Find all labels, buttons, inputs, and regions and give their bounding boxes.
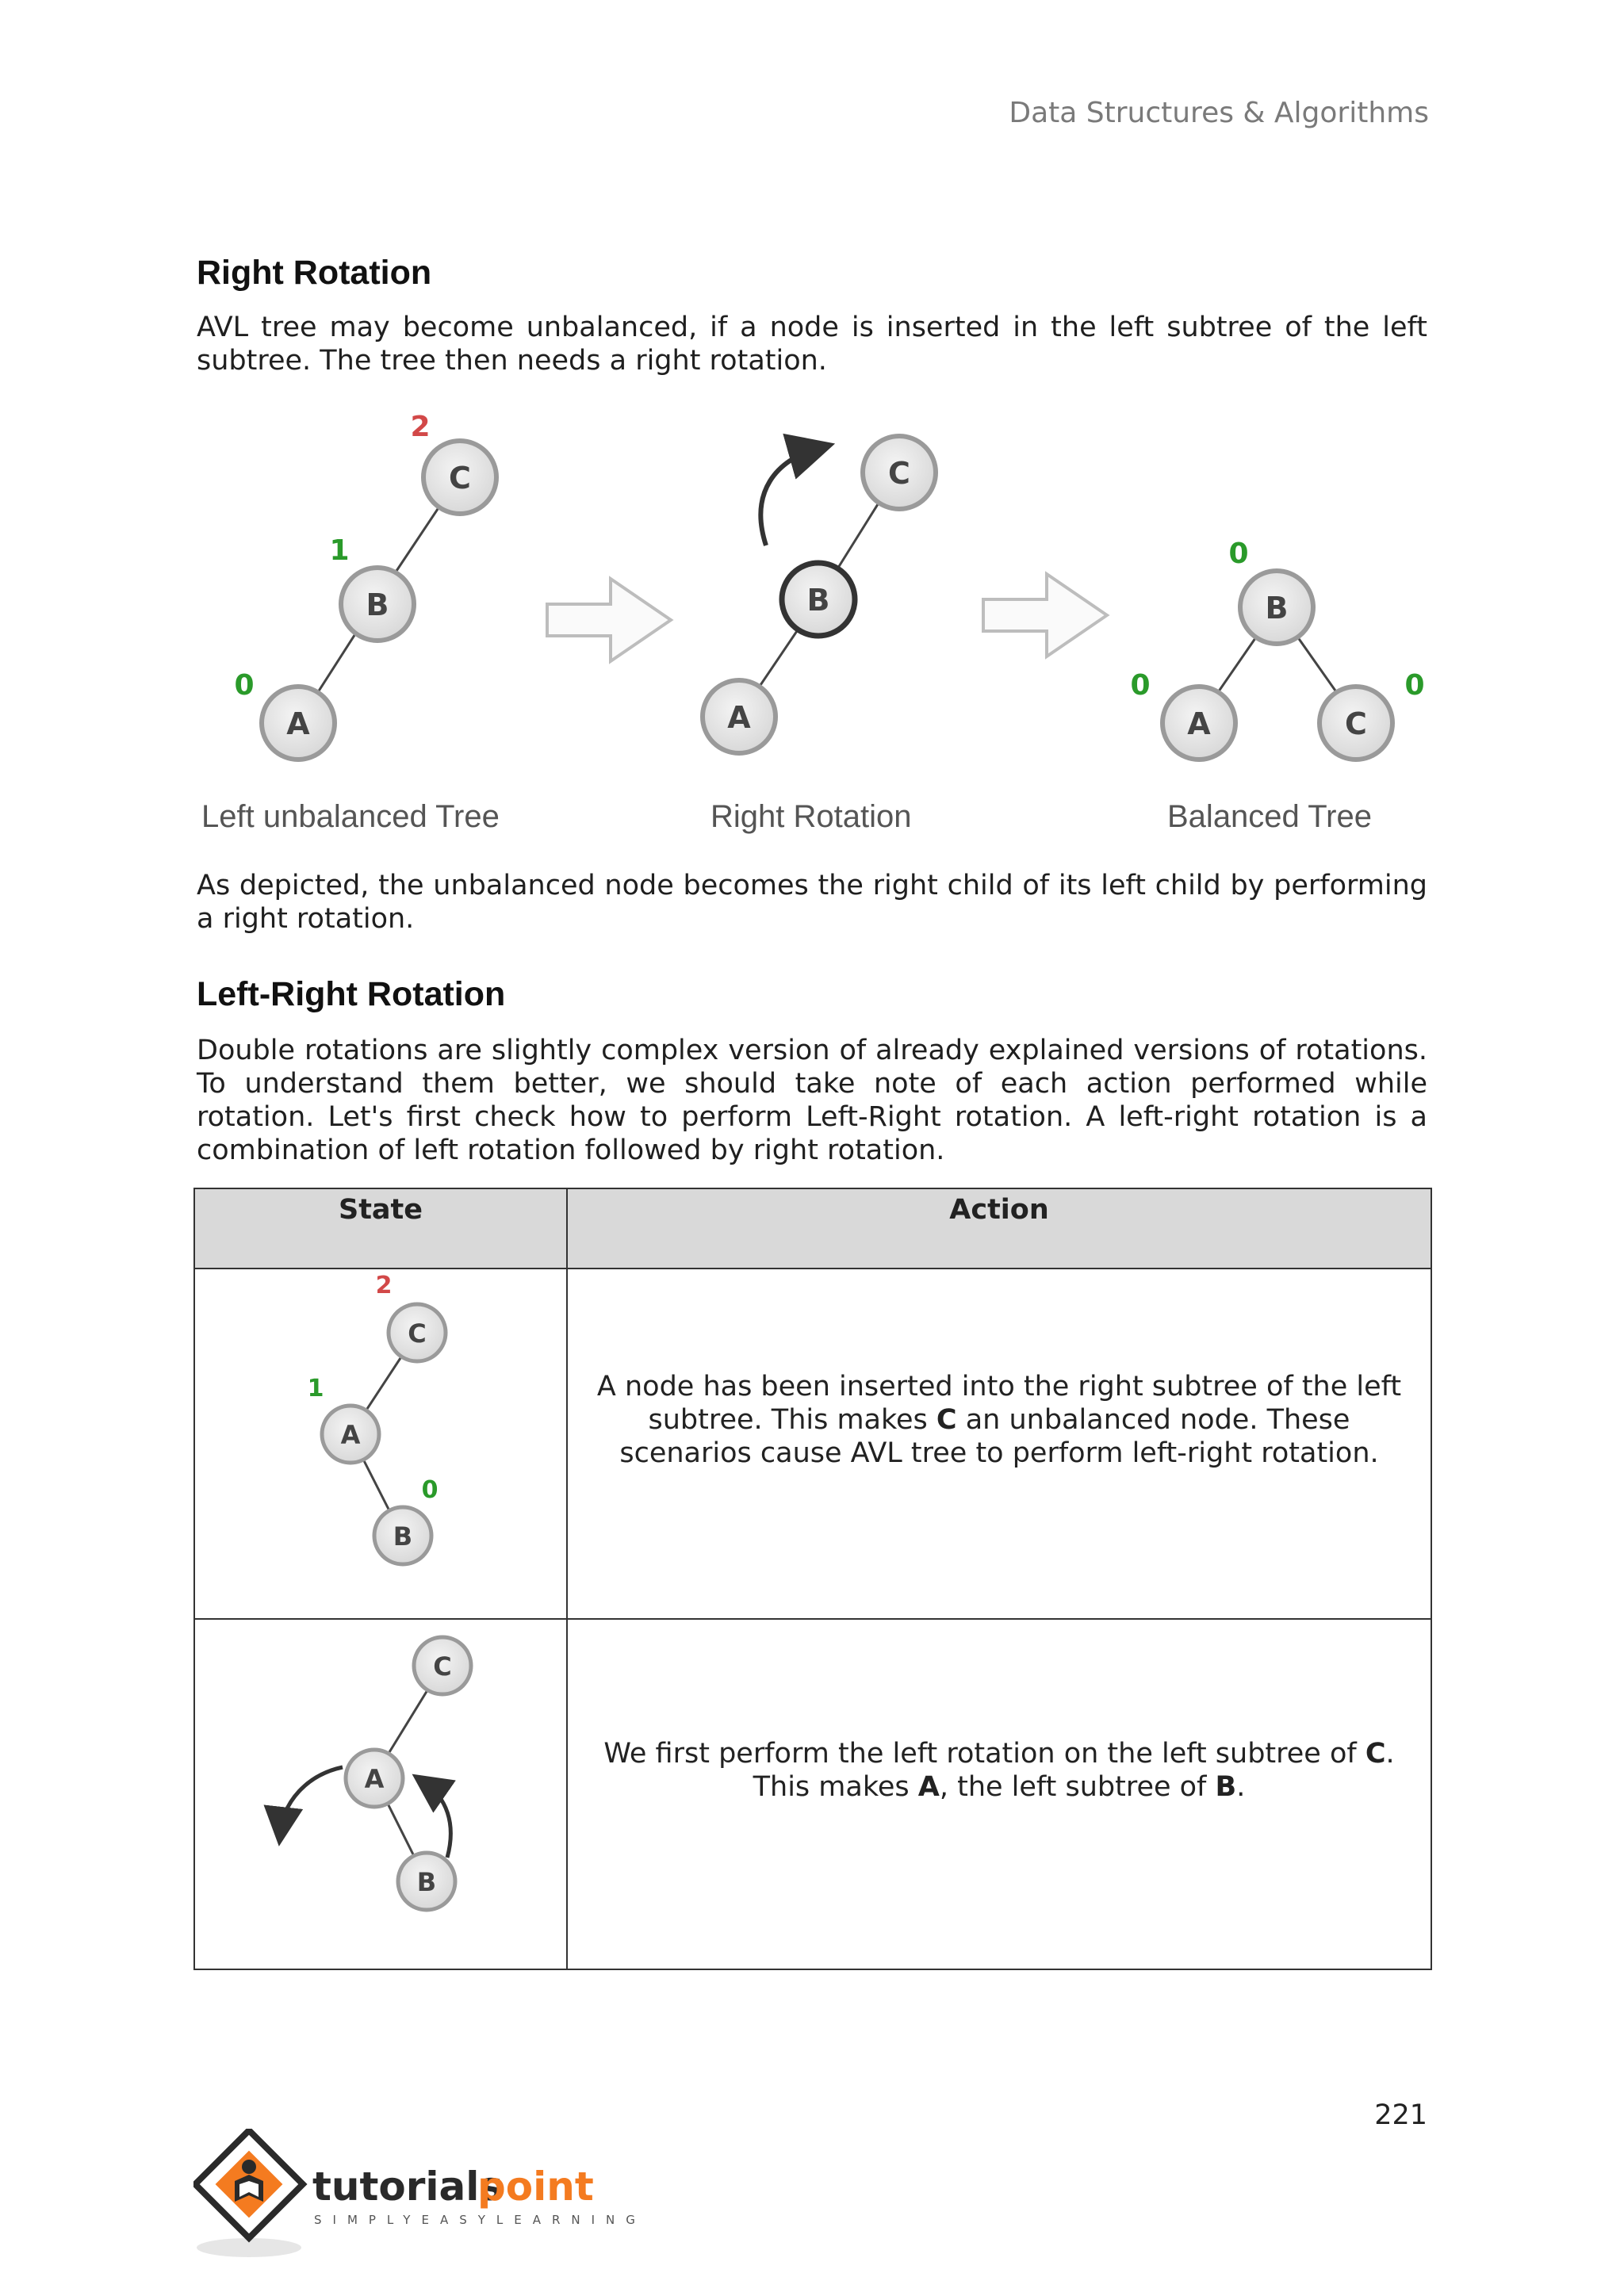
caption-right-rotation: Right Rotation: [710, 799, 912, 834]
right-rotation-tree: [703, 436, 936, 753]
state-cell: [194, 1269, 567, 1619]
action-text: , the left subtree of: [939, 1771, 1216, 1803]
right-rotation-intro: AVL tree may become unbalanced, if a node is inserted in the left subtree of the left subtree. The tree then needs a right rotation.: [197, 312, 1427, 377]
node-a: A: [727, 700, 751, 735]
node-a: A: [286, 706, 310, 741]
running-header: Data Structures & Algorithms: [1009, 97, 1429, 129]
action-text: We first perform the left rotation on the left subtree of: [603, 1738, 1365, 1770]
action-text: .: [1236, 1771, 1246, 1803]
heading-left-right-rotation: Left-Right Rotation: [197, 975, 506, 1013]
page-number: 221: [1374, 2099, 1427, 2131]
table-row: [194, 1619, 1431, 1969]
table-header-row: [194, 1188, 1431, 1269]
action-text: an unbalanced node. These scenarios cause AVL tree to perform left-right rotation.: [619, 1404, 1379, 1469]
balance-factor-a: 0: [1130, 669, 1151, 702]
balance-factor-a: 0: [234, 669, 255, 702]
logo-text-tutorials: tutorials: [312, 2164, 504, 2210]
caption-balanced: Balanced Tree: [1167, 799, 1372, 834]
left-right-intro: Double rotations are slightly complex version of already explained versions of rotations. To understand them better, we should take note of each action performed while rotation. Let's first check how to perform Left-Right rotation. A left-right rotation is a combination of left rotation followed by right rotation.: [197, 1035, 1427, 1166]
header-action: Action: [567, 1188, 1431, 1269]
state-tree-2: [195, 1620, 565, 1965]
node-c: C: [408, 1318, 427, 1349]
right-rotation-figure: [190, 396, 1443, 840]
node-c: C: [449, 461, 471, 496]
logo-tagline: SIMPLYEASYLEARNING: [314, 2213, 638, 2227]
node-b: B: [806, 583, 830, 618]
node-b: B: [416, 1867, 437, 1897]
left-right-rotation-table: [193, 1188, 1432, 1970]
balance-factor-b: 0: [1228, 538, 1249, 570]
action-bold: B: [1215, 1771, 1237, 1803]
balance-factor-a: 1: [307, 1375, 324, 1402]
node-b: B: [1265, 591, 1289, 626]
action-cell: [567, 1269, 1431, 1619]
node-a: A: [340, 1420, 361, 1450]
node-a: A: [1187, 706, 1211, 741]
header-state: State: [194, 1188, 567, 1269]
balanced-tree: [1130, 538, 1424, 760]
left-unbalanced-tree: [234, 411, 496, 760]
balance-factor-b: 0: [421, 1476, 439, 1504]
balance-factor-b: 1: [329, 534, 350, 567]
node-c: C: [433, 1651, 452, 1682]
action-text: A node has been inserted into the right subtree of the left subtree. This makes: [596, 1371, 1402, 1436]
logo-text-point: point: [477, 2164, 594, 2210]
action-bold: C: [1365, 1738, 1386, 1770]
node-c: C: [888, 456, 910, 491]
transition-arrow-2: [983, 574, 1107, 656]
state-cell: [194, 1619, 567, 1969]
table-row: [194, 1269, 1431, 1619]
action-text: . This makes: [753, 1738, 1395, 1803]
balance-factor-c: 0: [1404, 669, 1425, 702]
right-rotation-outro: As depicted, the unbalanced node becomes the right child of its left child by performing a right rotation.: [197, 870, 1427, 935]
heading-right-rotation: Right Rotation: [197, 254, 432, 292]
action-bold: A: [917, 1771, 940, 1803]
action-cell: [567, 1619, 1431, 1969]
node-a: A: [364, 1764, 385, 1794]
node-b: B: [393, 1521, 413, 1552]
node-c: C: [1345, 706, 1367, 741]
state-tree-1: [195, 1269, 565, 1615]
transition-arrow-1: [547, 579, 671, 661]
balance-factor-c: 2: [375, 1272, 393, 1299]
balance-factor-c: 2: [410, 411, 431, 443]
node-b: B: [366, 587, 389, 622]
tutorialspoint-logo: [193, 2129, 638, 2267]
caption-left-unbalanced: Left unbalanced Tree: [201, 799, 500, 834]
action-bold: C: [936, 1404, 957, 1436]
